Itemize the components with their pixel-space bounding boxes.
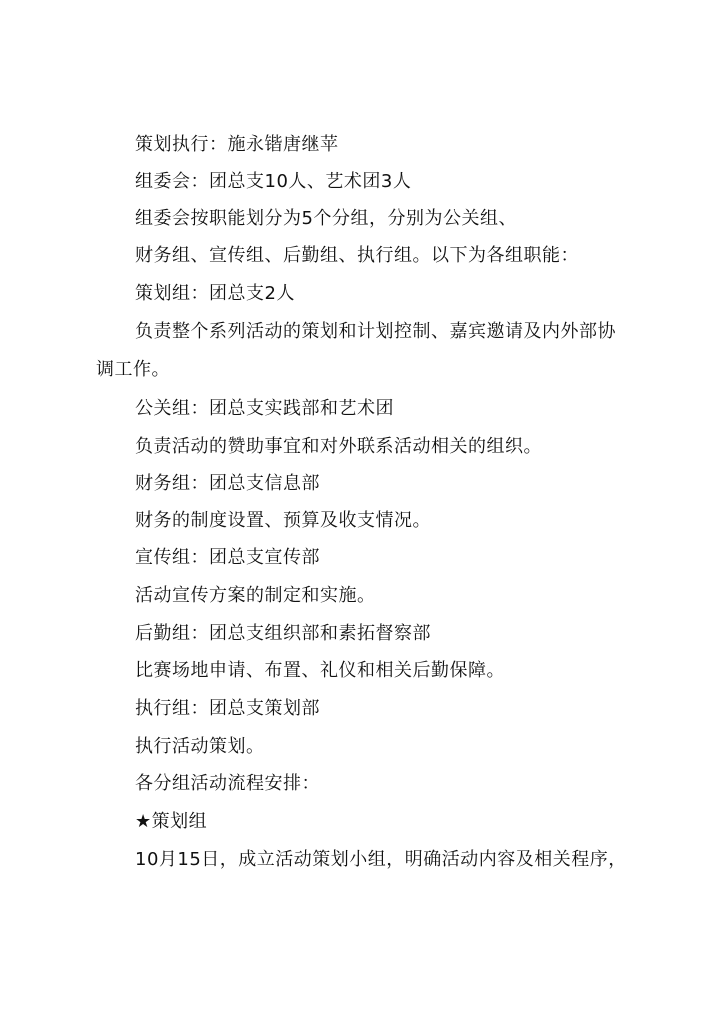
text-line: 各分组活动流程安排： — [135, 773, 320, 794]
text-line: 财务的制度设置、预算及收支情况。 — [135, 510, 431, 531]
text-line: 执行活动策划。 — [135, 736, 265, 757]
text-line: 组委会：团总支10人、艺术团3人 — [135, 171, 412, 192]
text-line: 执行组：团总支策划部 — [135, 698, 320, 719]
text-line: 10月15日，成立活动策划小组，明确活动内容及相关程序， — [135, 849, 627, 870]
text-line: 财务组：团总支信息部 — [135, 473, 320, 494]
text-line: 调工作。 — [96, 359, 170, 380]
text-line: 负责整个系列活动的策划和计划控制、嘉宾邀请及内外部协 — [135, 321, 616, 342]
text-line: 负责活动的赞助事宜和对外联系活动相关的组织。 — [135, 436, 542, 457]
text-line: 公关组：团总支实践部和艺术团 — [135, 398, 394, 419]
text-line: 财务组、宣传组、后勤组、执行组。以下为各组职能： — [135, 245, 579, 266]
text-line: 策划执行：施永锴唐继苹 — [135, 134, 339, 155]
text-line: 活动宣传方案的制定和实施。 — [135, 585, 376, 606]
section-heading: ★策划组 — [135, 811, 208, 832]
text-line: 比赛场地申请、布置、礼仪和相关后勤保障。 — [135, 660, 505, 681]
text-line: 组委会按职能划分为5个分组，分别为公关组、 — [135, 208, 517, 229]
text-line: 策划组：团总支2人 — [135, 283, 295, 304]
text-line: 宣传组：团总支宣传部 — [135, 547, 320, 568]
text-line: 后勤组：团总支组织部和素拓督察部 — [135, 623, 431, 644]
